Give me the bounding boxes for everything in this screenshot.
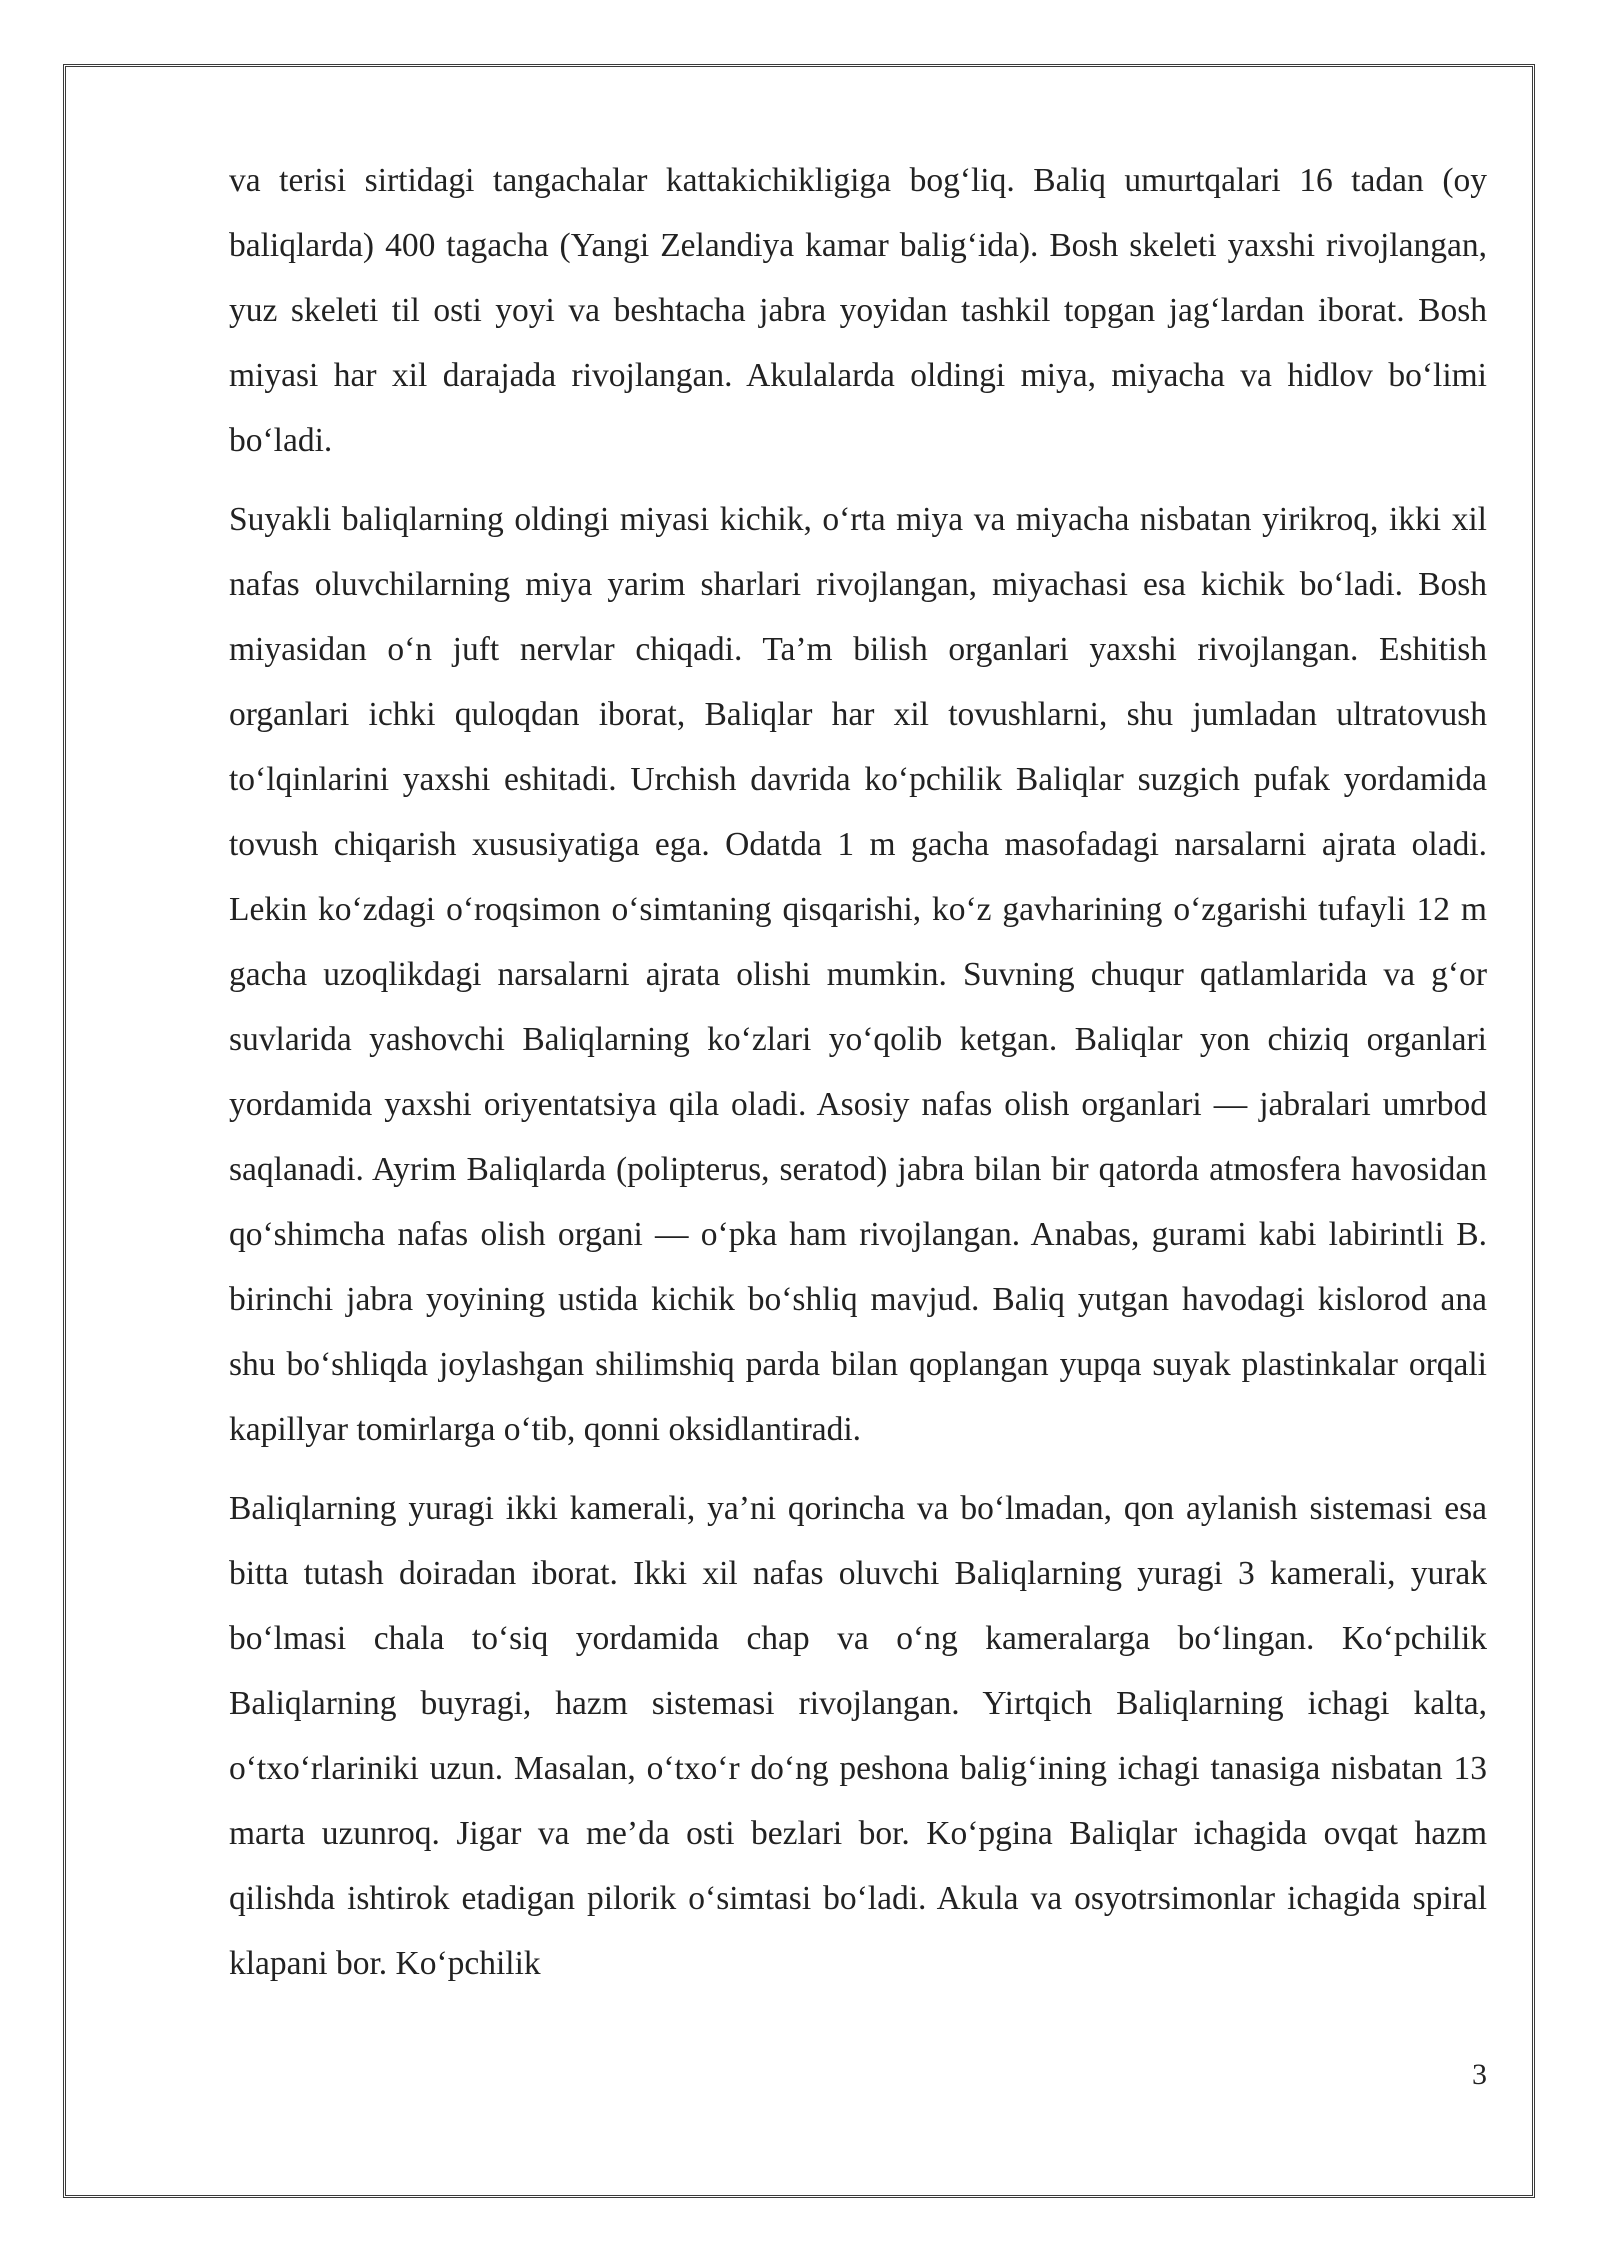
paragraph-3: Baliqlarning yuragi ikki kamerali, ya’ni qorincha va bo‘lmadan, qon aylanish sistemasi esa bitta tutash doiradan iborat. Ikki xil nafas oluvchi Baliqlarning yuragi 3 kamerali, yurak bo‘lmasi chala to‘siq yordamida chap va o‘ng kameralarga bo‘lingan. Ko‘pchilik Baliqlarning buyragi, hazm sistemasi rivojlangan. Yirtqich Baliqlarning ichagi kalta, o‘txo‘rlariniki uzun. Masalan, o‘txo‘r do‘ng peshona balig‘ining ichagi tanasiga nisbatan 13 marta uzunroq. Jigar va me’da osti bezlari bor. Ko‘pgina Baliqlar ichagida ovqat hazm qilishda ishtirok etadigan pilorik o‘simtasi bo‘ladi. Akula va osyotrsimonlar ichagida spiral klapani bor. Ko‘pchilik <box>229 1490 1487 1982</box>
body-text <box>229 148 1487 2010</box>
paragraph-1: va terisi sirtidagi tangachalar kattakichikligiga bog‘liq. Baliq umurtqalari 16 tadan (oy baliqlarda) 400 tagacha (Yangi Zelandiya kamar balig‘ida). Bosh skeleti yaxshi rivojlangan, yuz skeleti til osti yoyi va beshtacha jabra yoyidan tashkil topgan jag‘lardan iborat. Bosh miyasi har xil darajada rivojlangan. Akulalarda oldingi miya, miyacha va hidlov bo‘limi bo‘ladi. <box>229 162 1487 459</box>
page-number: 3 <box>1472 2058 1487 2091</box>
paragraph-2: Suyakli baliqlarning oldingi miyasi kichik, o‘rta miya va miyacha nisbatan yirikroq, ikki xil nafas oluvchilarning miya yarim sharlari rivojlangan, miyachasi esa kichik bo‘ladi. Bosh miyasidan o‘n juft nervlar chiqadi. Ta’m bilish organlari yaxshi rivojlangan. Eshitish organlari ichki quloqdan iborat, Baliqlar har xil tovushlarni, shu jumladan ultratovush to‘lqinlarini yaxshi eshitadi. Urchish davrida ko‘pchilik Baliqlar suzgich pufak yordamida tovush chiqarish xususiyatiga ega. Odatda 1 m gacha masofadagi narsalarni ajrata oladi. Lekin ko‘zdagi o‘roqsimon o‘simtaning qisqarishi, ko‘z gavharining o‘zgarishi tufayli 12 m gacha uzoqlikdagi narsalarni ajrata olishi mumkin. Suvning chuqur qatlamlarida va g‘or suvlarida yashovchi Baliqlarning ko‘zlari yo‘qolib ketgan. Baliqlar yon chiziq organlari yordamida yaxshi oriyentatsiya qila oladi. Asosiy nafas olish organlari — jabralari umrbod saqlanadi. Ayrim Baliqlarda (polipterus, seratod) jabra bilan bir qatorda atmosfera havosidan qo‘shimcha nafas olish organi — o‘pka ham rivojlangan. Anabas, gurami kabi labirintli B. birinchi jabra yoyining ustida kichik bo‘shliq mavjud. Baliq yutgan havodagi kislorod ana shu bo‘shliqda joylashgan shilimshiq parda bilan qoplangan yupqa suyak plastinkalar orqali kapillyar tomirlarga o‘tib, qonni oksidlantiradi. <box>229 501 1487 1448</box>
